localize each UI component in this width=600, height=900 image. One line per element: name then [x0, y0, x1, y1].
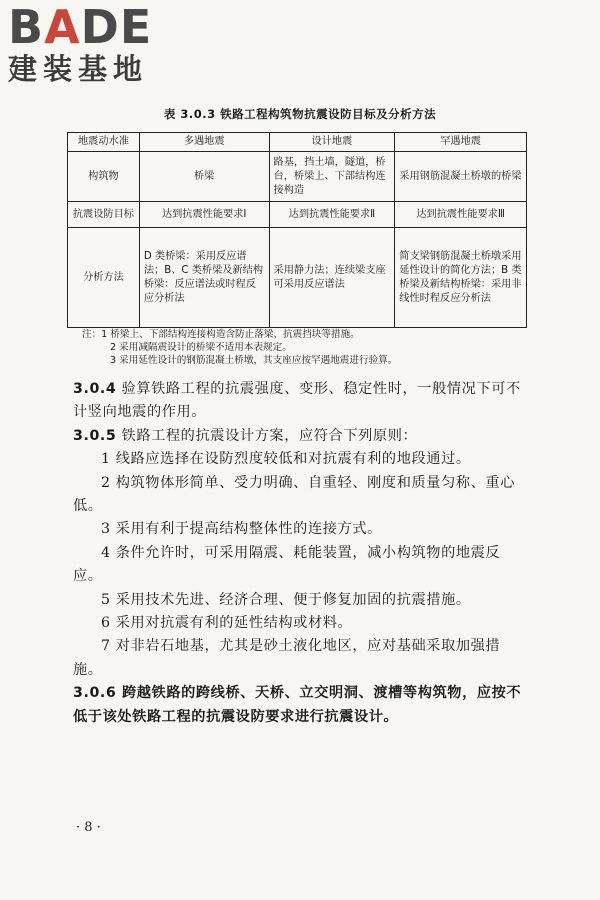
- table-notes: [82, 328, 397, 367]
- table-row: [68, 133, 527, 152]
- table-cell: 达到抗震性能要求Ⅲ: [395, 202, 527, 228]
- table-row: [68, 152, 527, 202]
- clause-3-0-5: 3.0.5 铁路工程的抗震设计方案，应符合下列原则：: [73, 427, 418, 444]
- list-item: 5 采用技术先进、经济合理、便于修复加固的抗震措施。: [101, 591, 471, 608]
- table-cell: 构筑物: [68, 152, 140, 202]
- table-caption: 表 3.0.3 铁路工程构筑物抗震设防目标及分析方法: [163, 107, 437, 121]
- table-cell: 地震动水准: [68, 133, 140, 152]
- table-cell: 设计地震: [269, 133, 395, 152]
- logo: [8, 0, 178, 86]
- table-cell: 采用静力法；连续梁支座可采用反应谱法: [269, 228, 395, 328]
- table-cell: 达到抗震性能要求Ⅰ: [139, 202, 269, 228]
- list-item: 3 采用有利于提高结构整体性的连接方式。: [101, 521, 382, 538]
- list-item: 7 对非岩石地基，尤其是砂土液化地区，应对基础采取加强措施。: [73, 638, 501, 678]
- table-cell: 达到抗震性能要求Ⅱ: [269, 202, 395, 228]
- table-cell: 桥梁: [139, 152, 269, 202]
- list-item: 4 条件允许时，可采用隔震、耗能装置，减小构筑物的地震反应。: [73, 544, 501, 585]
- table-cell: 路基，挡土墙，隧道，桥台，桥梁上、下部结构连接构造: [269, 152, 395, 202]
- note-3: 3 采用延性设计的钢筋混凝土桥墩，其支座应按罕遇地震进行验算。: [110, 355, 398, 366]
- table-cell: 分析方法: [68, 228, 140, 328]
- body-text: [73, 378, 528, 729]
- table-cell: D 类桥梁：采用反应谱法；B、C 类桥梁及新结构桥梁：反应谱法或时程反应分析法: [139, 228, 269, 328]
- logo-mark: BADE: [8, 0, 153, 54]
- list-item: 6 采用对抗震有利的延性结构或材料。: [101, 615, 353, 632]
- clause-3-0-6: 3.0.6 跨越铁路的跨线桥、天桥、立交明洞、渡槽等构筑物，应按不低于该处铁路工程的抗震设防要求进行抗震设计。: [73, 685, 522, 725]
- seismic-table: [67, 132, 527, 328]
- table-cell: 抗震设防目标: [68, 202, 140, 228]
- table-row: [68, 228, 527, 328]
- logo-subtitle: 建装基地: [8, 52, 149, 86]
- table-cell: 采用钢筋混凝土桥墩的桥梁: [395, 152, 527, 202]
- table-cell: 多遇地震: [139, 133, 269, 152]
- table-row: [68, 202, 527, 228]
- page-number: · 8 ·: [76, 820, 101, 835]
- list-item: 2 构筑物体形简单、受力明确、自重轻、刚度和质量匀称、重心低。: [73, 474, 516, 515]
- clause-3-0-4: 3.0.4 验算铁路工程的抗震强度、变形、稳定性时，一般情况下可不计竖向地震的作用。: [73, 381, 521, 421]
- table-cell: 简支梁钢筋混凝土桥墩采用延性设计的简化方法；B 类桥梁及新结构桥梁：采用非线性时程反应分析法: [395, 228, 527, 328]
- note-1: 注：1 桥梁上、下部结构连接构造含防止落梁、抗震挡块等措施。: [82, 329, 360, 340]
- list-item: 1 线路应选择在设防烈度较低和对抗震有利的地段通过。: [101, 451, 471, 468]
- table-cell: 罕遇地震: [395, 133, 527, 152]
- note-2: 2 采用减隔震设计的桥梁不适用本表规定。: [110, 342, 292, 353]
